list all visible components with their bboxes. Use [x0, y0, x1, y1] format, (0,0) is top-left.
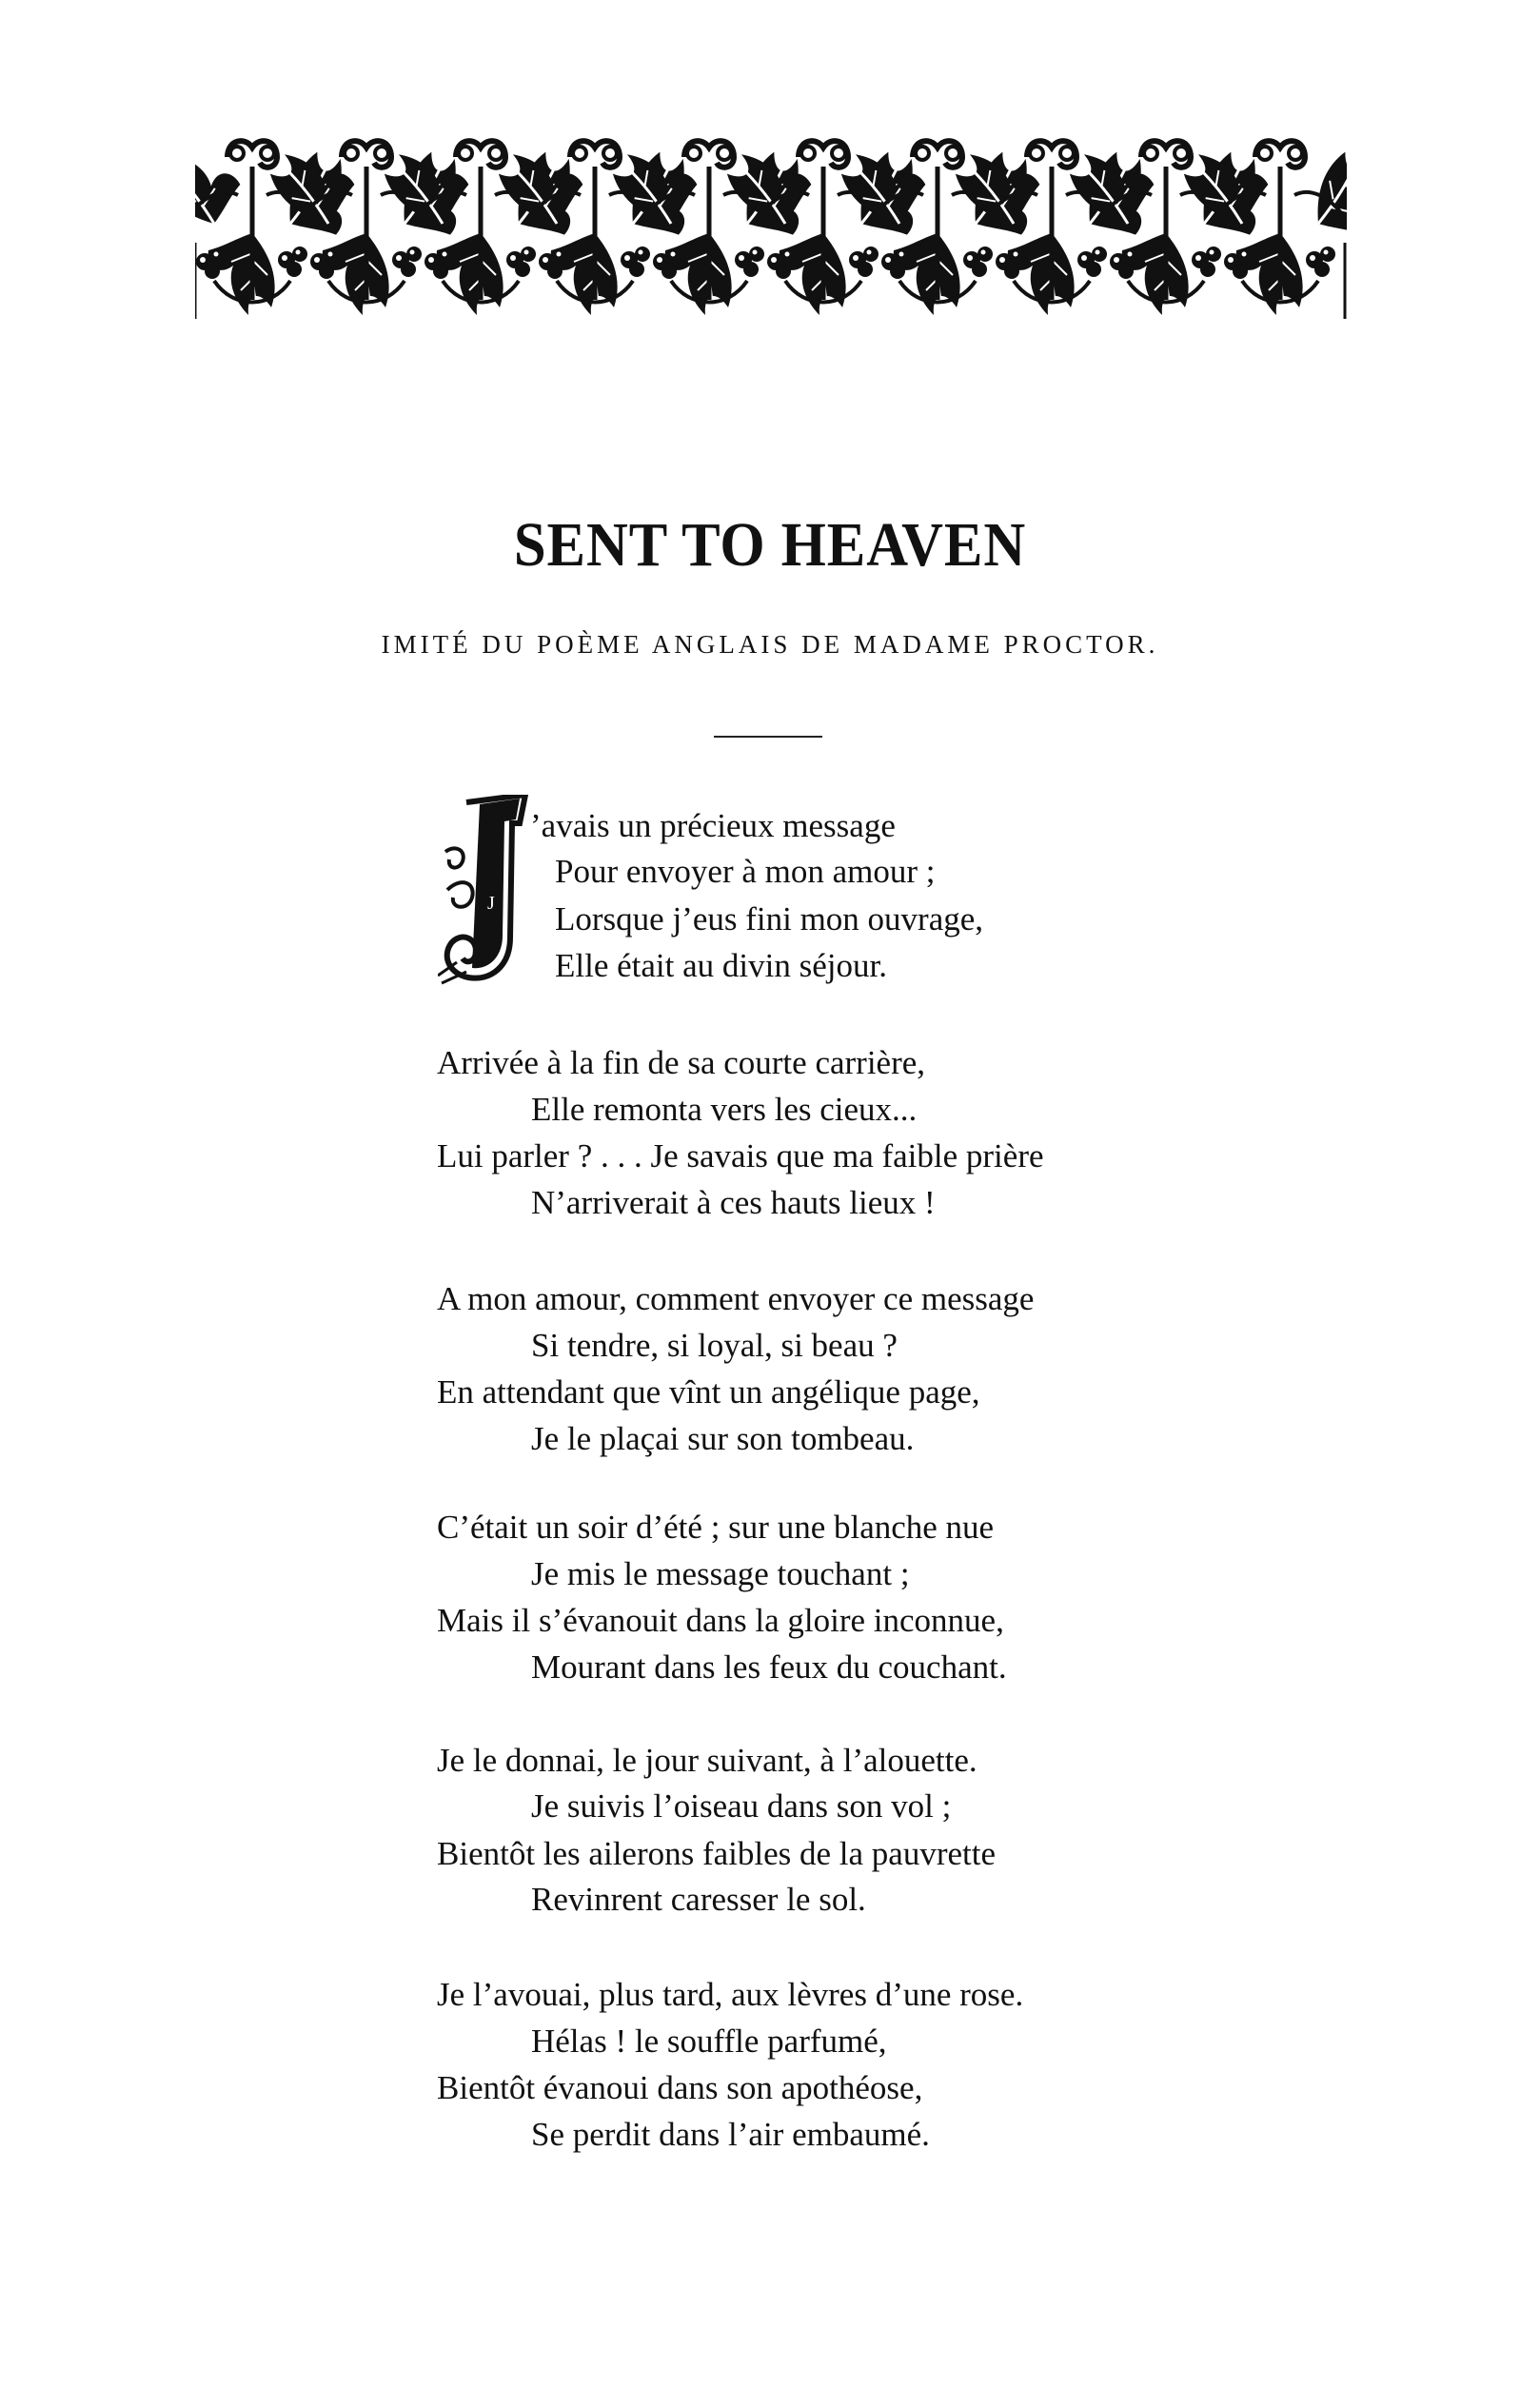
verse-line: Lorsque j’eus fini mon ouvrage, [555, 900, 984, 938]
verse-line: En attendant que vînt un angélique page, [437, 1373, 980, 1411]
verse-line: Je mis le message touchant ; [531, 1555, 910, 1592]
verse-line: N’arriverait à ces hauts lieux ! [531, 1184, 936, 1221]
dropcap-letter: J [487, 893, 495, 914]
verse-line: Elle remonta vers les cieux... [531, 1091, 918, 1128]
verse-line: Mais il s’évanouit dans la gloire inconnue, [437, 1602, 1004, 1639]
floral-headpiece-icon [195, 119, 1347, 326]
verse-line: Elle était au divin séjour. [555, 947, 887, 984]
verse-line: Pour envoyer à mon amour ; [555, 853, 936, 890]
verse-line: Revinrent caresser le sol. [531, 1881, 866, 1918]
verse-line: Je le donnai, le jour suivant, à l’alouette. [437, 1742, 977, 1779]
title-divider [714, 736, 822, 738]
ornate-initial-j-icon [438, 795, 539, 985]
verse-line: Arrivée à la fin de sa courte carrière, [437, 1044, 926, 1081]
verse-line: Si tendre, si loyal, si beau ? [531, 1327, 898, 1364]
verse-line: Je l’avouai, plus tard, aux lèvres d’une rose. [437, 1976, 1024, 2013]
verse-line: Bientôt évanoui dans son apothéose, [437, 2069, 923, 2106]
verse-line: Lui parler ? . . . Je savais que ma faible prière [437, 1137, 1044, 1174]
verse-line: C’était un soir d’été ; sur une blanche nue [437, 1509, 995, 1546]
verse-line: Mourant dans les feux du couchant. [531, 1648, 1007, 1686]
verse-line: Je suivis l’oiseau dans son vol ; [531, 1787, 952, 1825]
verse-line: Bientôt les ailerons faibles de la pauvrette [437, 1835, 997, 1872]
verse-line: Hélas ! le souffle parfumé, [531, 2023, 887, 2060]
poem-title: SENT TO HEAVEN [513, 510, 1027, 580]
verse-line: A mon amour, comment envoyer ce message [437, 1280, 1035, 1317]
verse-line: Je le plaçai sur son tombeau. [531, 1420, 915, 1457]
verse-line: Se perdit dans l’air embaumé. [531, 2116, 930, 2153]
poem-subtitle: IMITÉ DU POÈME ANGLAIS DE MADAME PROCTOR. [381, 630, 1159, 659]
verse-line: ’avais un précieux message [530, 807, 896, 844]
